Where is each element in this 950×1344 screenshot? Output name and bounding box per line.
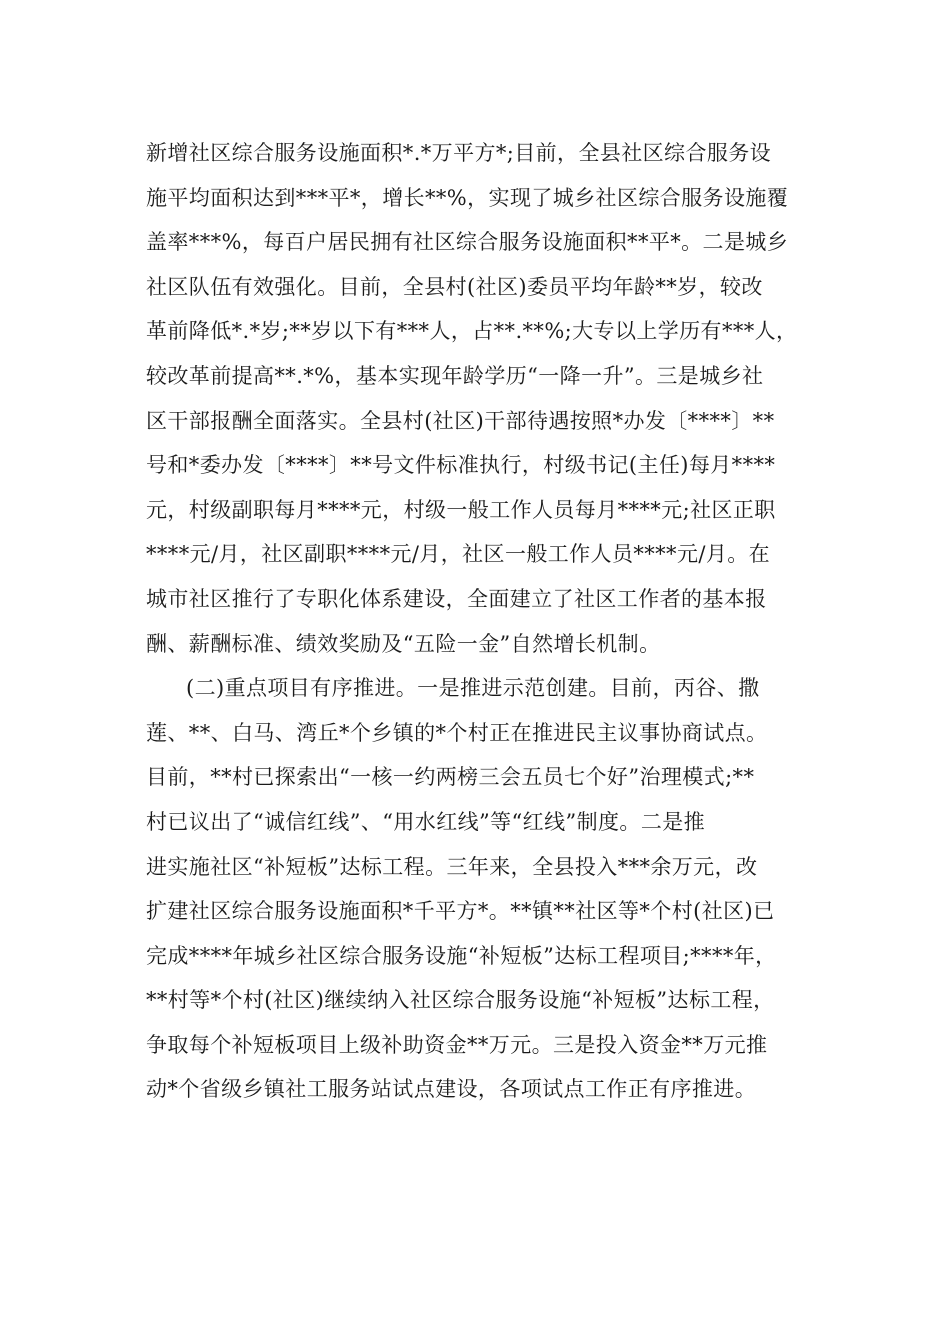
text-line: 施平均面积达到***平*，增长**%，实现了城乡社区综合服务设施覆	[146, 185, 789, 210]
text-line: 村已议出了“诚信红线”、“用水红线”等“红线”制度。二是推	[146, 809, 706, 834]
text-line: **村等*个村(社区)继续纳入社区综合服务设施“补短板”达标工程，	[146, 988, 775, 1013]
text-line: 盖率***%，每百户居民拥有社区综合服务设施面积**平*。二是城乡	[146, 230, 789, 255]
text-line: 社区队伍有效强化。目前，全县村(社区)委员平均年龄**岁，较改	[146, 274, 763, 299]
text-line: 动*个省级乡镇社工服务站试点建设，各项试点工作正有序推进。	[146, 1077, 757, 1102]
text-line: 完成****年城乡社区综合服务设施“补短板”达标工程项目;****年，	[146, 943, 777, 968]
text-line: 新增社区综合服务设施面积*.*万平方*;目前，全县社区综合服务设	[146, 141, 772, 165]
text-line: 号和*委办发〔****〕**号文件标准执行，村级书记(主任)每月****	[146, 453, 776, 478]
text-line: 目前，**村已探索出“一核一约两榜三会五员七个好”治理模式;**	[146, 765, 755, 790]
text-line: ****元/月，社区副职****元/月，社区一般工作人员****元/月。在	[146, 542, 771, 567]
text-line: (二)重点项目有序推进。一是推进示范创建。目前，丙谷、撒	[186, 676, 760, 701]
text-line: 元，村级副职每月****元，村级一般工作人员每月****元;社区正职	[146, 497, 776, 522]
text-line: 酬、薪酬标准、绩效奖励及“五险一金”自然增长机制。	[146, 631, 661, 656]
text-line: 扩建社区综合服务设施面积*千平方*。**镇**社区等*个村(社区)已	[146, 899, 775, 924]
text-line: 革前降低*.*岁;**岁以下有***人，占**.**%;大专以上学历有***人，	[146, 319, 798, 344]
text-line: 区干部报酬全面落实。全县村(社区)干部待遇按照*办发〔****〕**	[146, 408, 775, 433]
text-line: 进实施社区“补短板”达标工程。三年来，全县投入***余万元，改	[146, 854, 758, 879]
text-line: 莲、**、白马、湾丘*个乡镇的*个村正在推进民主议事协商试点。	[146, 720, 768, 745]
text-line: 城市社区推行了专职化体系建设，全面建立了社区工作者的基本报	[146, 586, 767, 611]
text-line: 较改革前提高**.*%，基本实现年龄学历“一降一升”。三是城乡社	[146, 363, 764, 388]
body-text	[146, 131, 816, 1112]
text-line: 争取每个补短板项目上级补助资金**万元。三是投入资金**万元推	[146, 1032, 768, 1057]
